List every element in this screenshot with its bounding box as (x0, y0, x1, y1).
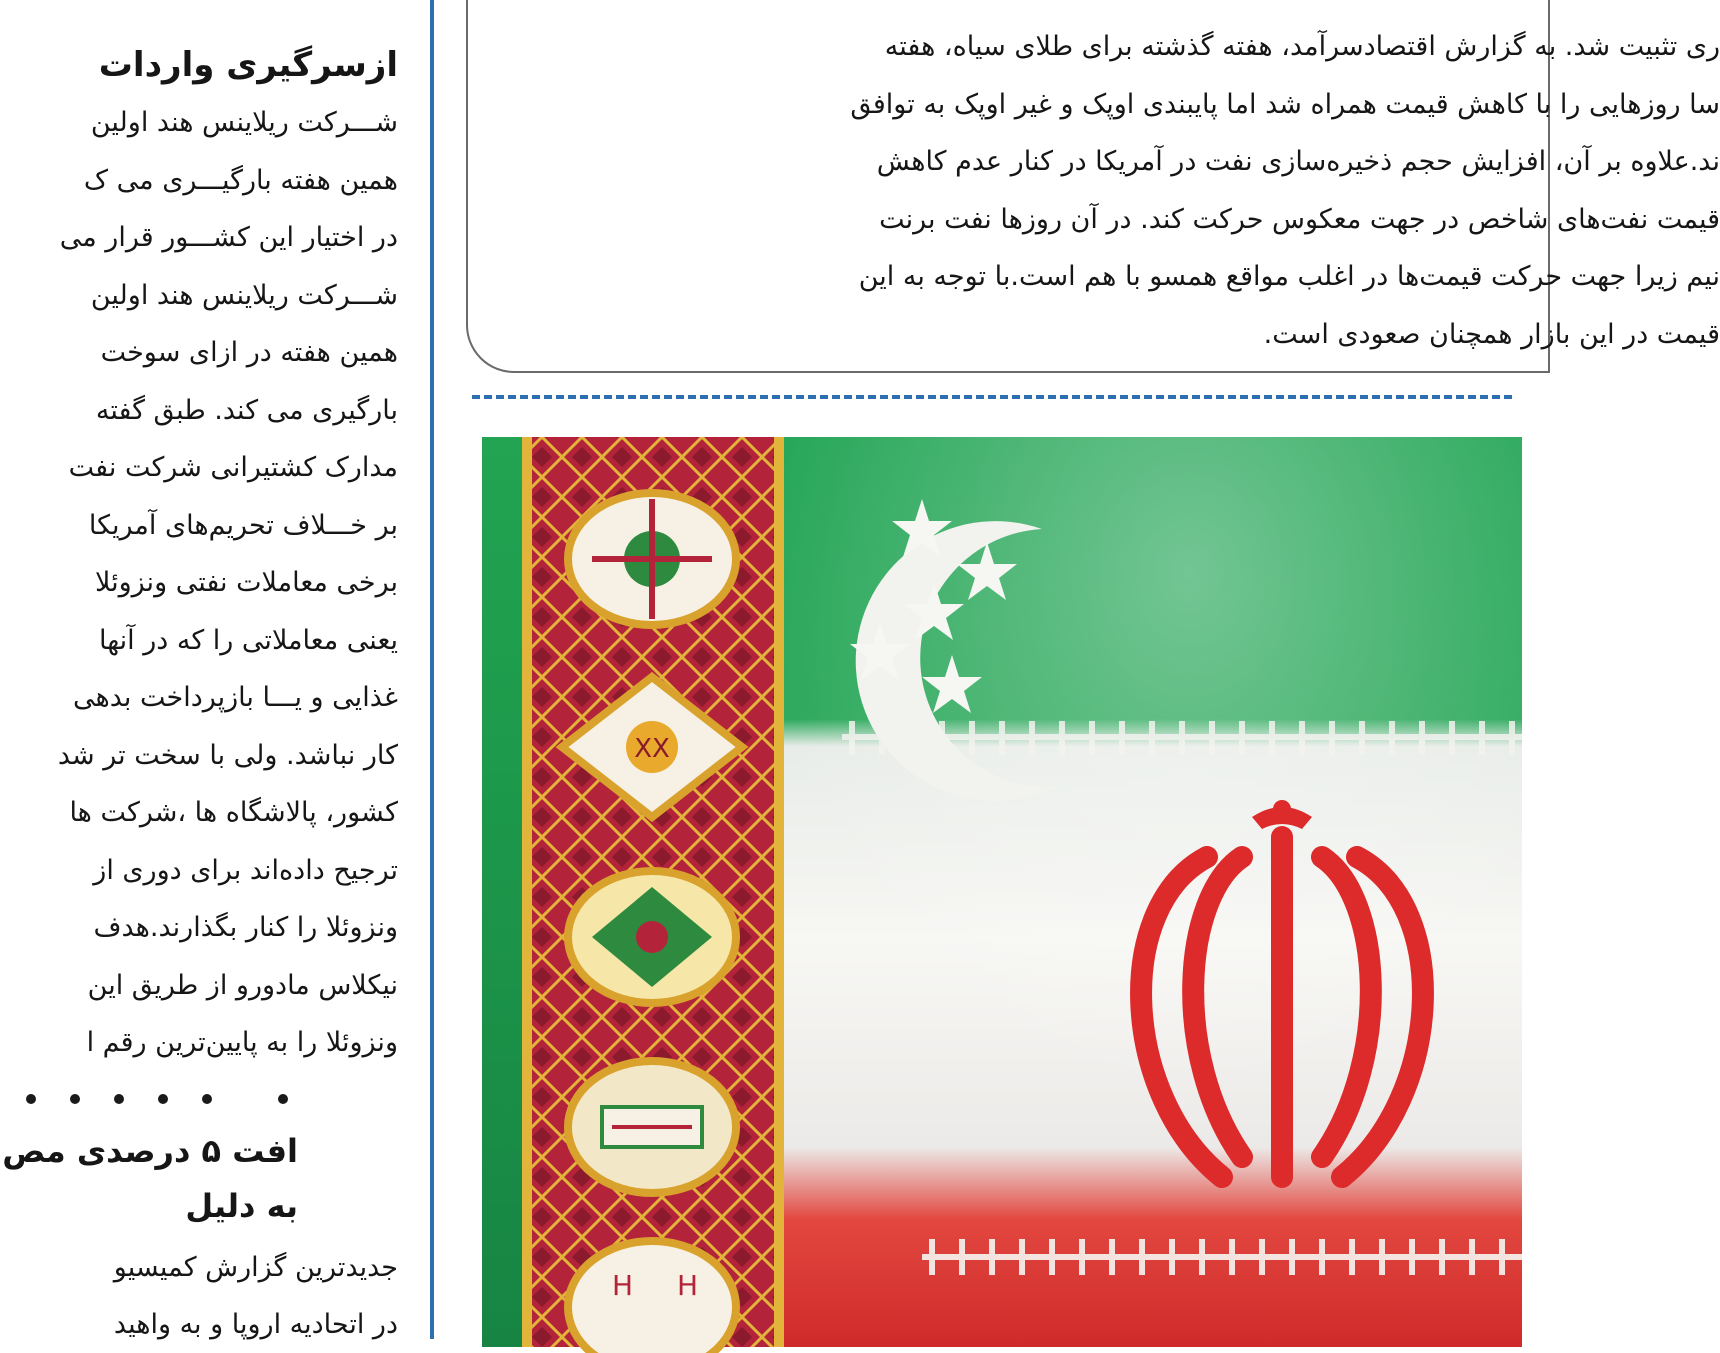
paragraph-line: ونزوئلا را به پایین‌ترین رقم ا (86, 1027, 398, 1058)
paragraph-line: شـــرکت ریلاینس هند اولین (90, 107, 398, 138)
sub-headline-line: به دلیل (185, 1187, 298, 1225)
left-sub-paragraph (0, 1239, 398, 1353)
flag-illustration (482, 437, 1522, 1347)
article-line: نیم زیرا جهت حرکت قیمت‌ها در اغلب مواقع همسو با هم است.با توجه به این (858, 261, 1720, 292)
iran-emblem-icon (1141, 837, 1423, 1177)
paragraph-line: کار نباشد. ولی با سخت تر شد (57, 739, 398, 771)
paragraph-line: ترجیح داده‌اند برای دوری از (93, 854, 398, 886)
left-article-body (0, 0, 398, 1072)
paragraph-line: همین هفته بارگیـــری می ک (83, 164, 398, 196)
carpet-medallion (568, 871, 736, 1003)
paragraph-line: برخی معاملات نفتی ونزوئلا (95, 567, 398, 598)
separator-dot (114, 1094, 124, 1104)
carpet-medallion (568, 493, 736, 625)
left-article-column (0, 0, 434, 1339)
article-line: قیمت نفت‌های شاخص در جهت معکوس حرکت کند. در آن روزها نفت برنت (879, 203, 1720, 235)
paragraph-line: غذایی و یـــا بازپرداخت بدهی (72, 682, 398, 713)
paragraph-line: یعنی معاملاتی را که در آنها (98, 624, 398, 656)
paragraph-line: جدیدترین گزارش کمیسیو (113, 1252, 398, 1283)
paragraph-line: در اتحادیه اروپا و به واهید (113, 1309, 398, 1340)
paragraph-line: همین هفته در ازای سوخت (100, 337, 398, 368)
paragraph-line: شـــرکت ریلاینس هند اولین (90, 279, 398, 311)
article-line: سا روزهایی را با کاهش قیمت همراه شد اما پایبندی اوپک و غیر اوپک به توافق (850, 88, 1720, 120)
left-article-paragraph (0, 94, 398, 1072)
section-separator-dots (12, 1084, 302, 1114)
svg-text:H: H (612, 1269, 634, 1302)
article-line: قیمت در این بازار همچنان صعودی است. (1263, 318, 1720, 350)
left-sub-headline (0, 1124, 298, 1234)
left-article-headline: ازسرگیری واردات (98, 45, 398, 85)
separator-dot (26, 1094, 36, 1104)
svg-text:H: H (677, 1269, 699, 1302)
svg-text:XX: XX (634, 734, 670, 764)
paragraph-line: کشور، پالاشگاه ها ،شرکت ها (69, 797, 398, 828)
dashed-divider (472, 395, 1512, 399)
sub-headline-line: افت ۵ درصدی مص (2, 1132, 298, 1170)
carpet-medallion (568, 1061, 736, 1193)
separator-dot (202, 1094, 212, 1104)
separator-dot (70, 1094, 80, 1104)
paragraph-line: مدارک کشتیرانی شرکت نفت (68, 452, 398, 483)
top-article-text (505, 18, 1720, 358)
article-line: ند.علاوه بر آن، افزایش حجم ذخیره‌سازی نفت در آمریکا در کنار عدم کاهش (876, 146, 1720, 177)
separator-dot (278, 1094, 288, 1104)
paragraph-line: ونزوئلا را کنار بگذارند.هدف (93, 912, 398, 943)
separator-dot (158, 1094, 168, 1104)
turkmenistan-iran-flag-photo (482, 437, 1522, 1347)
carpet-medallion (568, 1241, 736, 1353)
article-line: ری تثبیت شد. به گزارش اقتصادسرآمد، هفته گذشته برای طلای سیاه، هفته (884, 31, 1720, 62)
paragraph-line: در اختیار این کشـــور قرار می (59, 222, 398, 253)
paragraph-line: نیکلاس مادورو از طریق این (87, 969, 398, 1001)
paragraph-line: بارگیری می کند. طبق گفته (95, 394, 398, 426)
paragraph-line: بر خـــلاف تحریم‌های آمریکا (88, 509, 398, 541)
